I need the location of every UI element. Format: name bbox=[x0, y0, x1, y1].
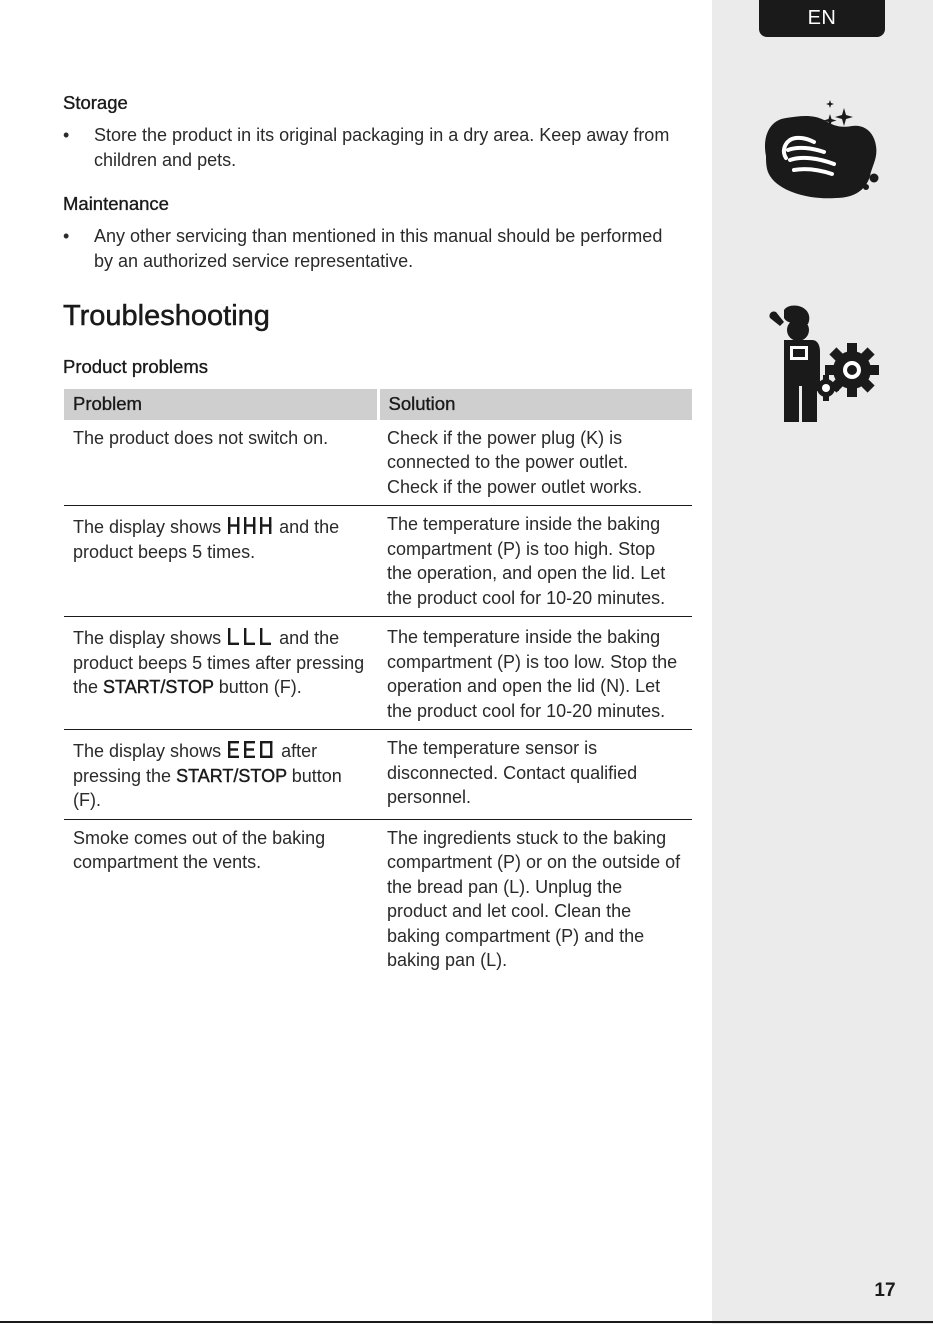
table-row bbox=[64, 617, 692, 730]
solution-cell: Check if the power plug (K) is connected to the power outlet. Check if the power outlet works. bbox=[378, 420, 692, 506]
segment-display-glyph bbox=[227, 740, 275, 759]
problem-text: and the product beeps 5 times after pressing the bbox=[73, 628, 365, 697]
table-row bbox=[64, 730, 692, 820]
solution-cell: The temperature inside the baking compartment (P) is too high. Stop the operation, and open the lid. Let the product cool for 10-20 minutes. bbox=[378, 506, 692, 617]
display-code-lll bbox=[227, 627, 273, 646]
problem-column-header: Problem bbox=[64, 389, 378, 420]
cleaning-cloth-sparkle-icon bbox=[760, 92, 885, 202]
solution-cell: The temperature sensor is disconnected. Contact qualified personnel. bbox=[378, 730, 692, 820]
bullet-dot: • bbox=[63, 226, 70, 246]
solution-cell: The temperature inside the baking compartment (P) is too low. Stop the operation and open the lid (N). Let the product cool for 10-20 minutes. bbox=[378, 617, 692, 730]
troubleshooting-table bbox=[64, 389, 692, 979]
problem-cell bbox=[64, 506, 378, 617]
problem-text: The display shows bbox=[73, 741, 227, 761]
bottom-rule bbox=[0, 1321, 933, 1323]
problem-text: button (F). bbox=[213, 677, 302, 697]
product-problems-heading: Product problems bbox=[63, 356, 208, 377]
problem-cell bbox=[64, 617, 378, 730]
problem-text: and the product beeps 5 times. bbox=[73, 517, 340, 562]
page-number: 17 bbox=[874, 1280, 896, 1301]
segment-display-glyph bbox=[227, 627, 273, 646]
problem-text: after pressing the bbox=[73, 741, 318, 786]
segment-display-glyph bbox=[227, 516, 273, 535]
solution-cell: The ingredients stuck to the baking compartment (P) or on the outside of the bread pan (L). Unplug the product and let cool. Clean the baking compartment (P) and the baking pan (L). bbox=[387, 827, 681, 970]
service-technician-gear-icon bbox=[762, 300, 882, 425]
table-header-row bbox=[64, 389, 692, 420]
solution-column-header: Solution bbox=[378, 389, 692, 420]
storage-text: Store the product in its original packaging in a dry area. Keep away from children and pets. bbox=[94, 125, 670, 170]
table-row bbox=[64, 420, 692, 506]
language-tab: EN bbox=[759, 0, 885, 37]
table-row bbox=[64, 506, 692, 617]
display-code-ee0 bbox=[227, 740, 275, 759]
maintenance-text: Any other servicing than mentioned in this manual should be performed by an authorized service representative. bbox=[94, 226, 663, 271]
problem-text: button (F). bbox=[73, 765, 342, 810]
start-stop-button-label: START/STOP bbox=[103, 677, 214, 697]
problem-text: The display shows bbox=[73, 517, 227, 537]
start-stop-button-label: START/STOP bbox=[176, 765, 287, 786]
problem-cell: The product does not switch on. bbox=[64, 420, 378, 506]
display-code-hhh bbox=[227, 516, 273, 535]
bullet-dot: • bbox=[63, 125, 70, 145]
problem-text: The display shows bbox=[73, 628, 227, 648]
table-row bbox=[64, 819, 692, 979]
problem-cell: Smoke comes out of the baking compartment the vents. bbox=[73, 827, 326, 872]
problem-cell bbox=[64, 730, 378, 820]
troubleshooting-title: Troubleshooting bbox=[63, 300, 270, 332]
storage-heading: Storage bbox=[63, 92, 128, 113]
maintenance-heading: Maintenance bbox=[63, 193, 169, 214]
